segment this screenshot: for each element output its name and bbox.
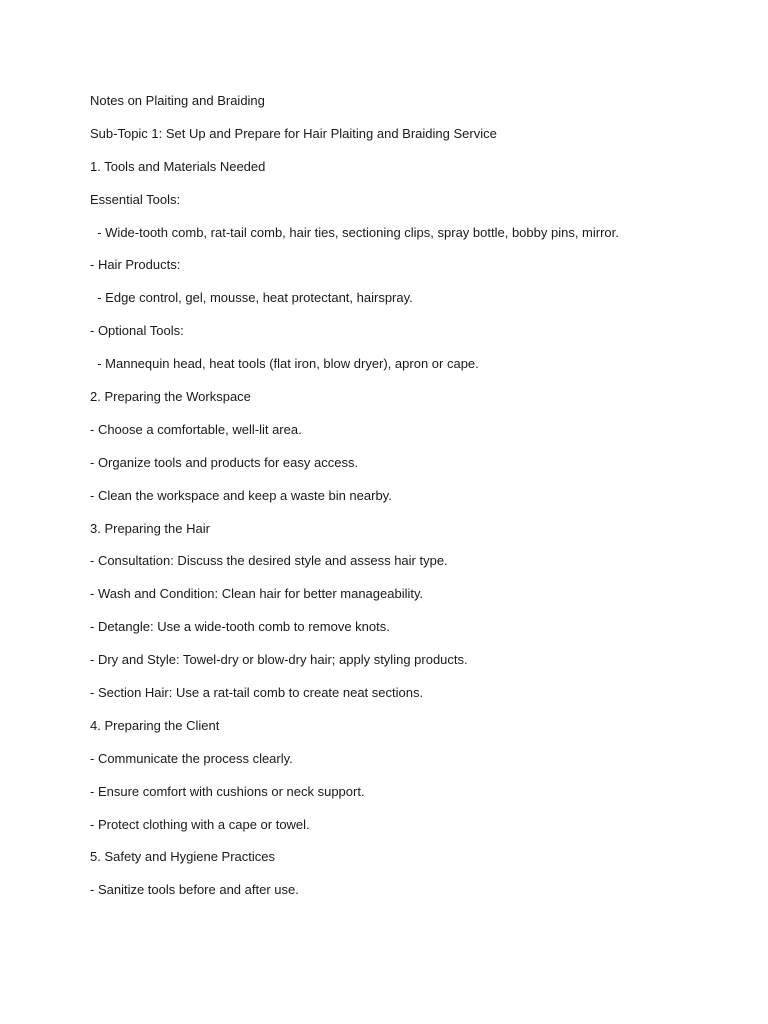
document-body <box>90 91 730 913</box>
essential-tools-list: - Wide-tooth comb, rat-tail comb, hair ties, sectioning clips, spray bottle, bobby pins, mirror. <box>90 224 619 240</box>
section-heading-workspace: 2. Preparing the Workspace <box>90 389 251 405</box>
client-prep-item: - Ensure comfort with cushions or neck support. <box>90 783 365 799</box>
client-prep-item: - Communicate the process clearly. <box>90 750 293 766</box>
hair-prep-item: - Dry and Style: Towel-dry or blow-dry hair; apply styling products. <box>90 652 468 668</box>
section-heading-hair: 3. Preparing the Hair <box>90 520 210 536</box>
hair-prep-item: - Detangle: Use a wide-tooth comb to remove knots. <box>90 619 390 635</box>
hair-prep-item: - Consultation: Discuss the desired style and assess hair type. <box>90 553 448 569</box>
document-title: Notes on Plaiting and Braiding <box>90 93 265 108</box>
client-prep-item: - Protect clothing with a cape or towel. <box>90 816 310 832</box>
section-heading-client: 4. Preparing the Client <box>90 717 220 733</box>
workspace-item: - Clean the workspace and keep a waste bin nearby. <box>90 487 392 503</box>
safety-item: - Sanitize tools before and after use. <box>90 882 299 898</box>
optional-tools-label: - Optional Tools: <box>90 323 184 339</box>
hair-products-list: - Edge control, gel, mousse, heat protectant, hairspray. <box>90 290 413 306</box>
hair-prep-item: - Wash and Condition: Clean hair for better manageability. <box>90 586 424 602</box>
optional-tools-list: - Mannequin head, heat tools (flat iron, blow dryer), apron or cape. <box>90 356 479 372</box>
subtopic-heading: Sub-Topic 1: Set Up and Prepare for Hair Plaiting and Braiding Service <box>90 125 497 141</box>
hair-prep-item: - Section Hair: Use a rat-tail comb to create neat sections. <box>90 685 424 701</box>
essential-tools-label: Essential Tools: <box>90 191 181 207</box>
section-heading-safety: 5. Safety and Hygiene Practices <box>90 849 275 865</box>
hair-products-label: - Hair Products: <box>90 257 181 273</box>
workspace-item: - Choose a comfortable, well-lit area. <box>90 421 302 437</box>
section-heading-tools: 1. Tools and Materials Needed <box>90 158 266 174</box>
workspace-item: - Organize tools and products for easy access. <box>90 454 359 470</box>
